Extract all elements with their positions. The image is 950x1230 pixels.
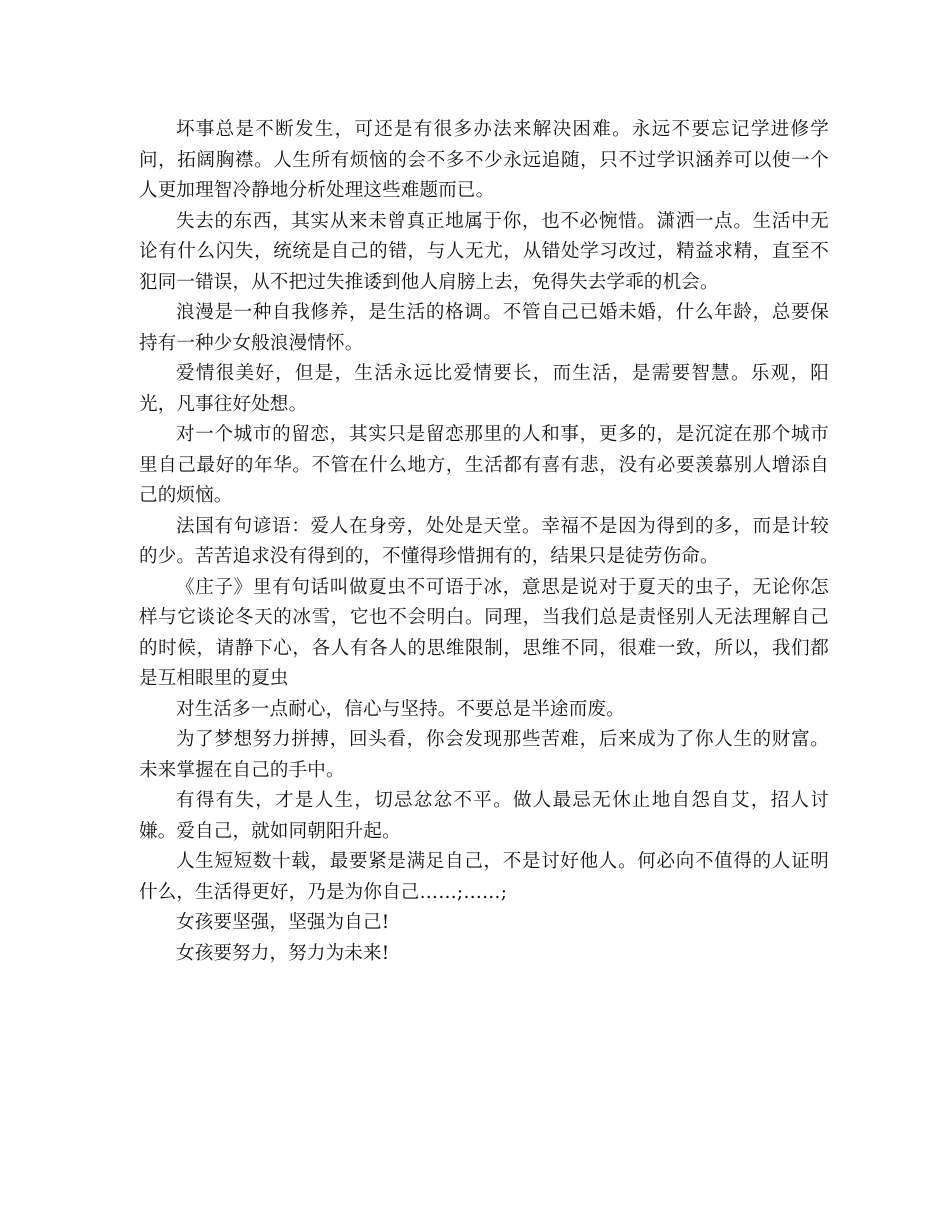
paragraph-12: 女孩要坚强，坚强为自己!	[176, 912, 390, 933]
paragraph-7: 《庄子》里有句话叫做夏虫不可语于冰，意思是说对于夏天的虫子，无论你怎样与它谈论冬天的冰雪，它也不会明白。同理，当我们总是责怪别人无法理解自己的时候，请静下心，各人有各人的思维限制，思维不同，很难一致，所以，我们都是互相眼里的夏虫	[139, 576, 829, 689]
paragraph-5: 对一个城市的留恋，其实只是留恋那里的人和事，更多的，是沉淀在那个城市里自己最好的年华。不管在什么地方，生活都有喜有悲，没有必要羡慕别人增添自己的烦恼。	[139, 424, 829, 506]
paragraph-9: 为了梦想努力拼搏，回头看，你会发现那些苦难，后来成为了你人生的财富。未来掌握在自己的手中。	[139, 729, 829, 781]
paragraph-13: 女孩要努力，努力为未来!	[176, 942, 390, 964]
paragraph-1: 坏事总是不断发生，可还是有很多办法来解决困难。永远不要忘记学进修学问，拓阔胸襟。人生所有烦恼的会不多不少永远追随，只不过学识涵养可以使一个人更加理智冷静地分析处理这些难题而已。	[139, 119, 829, 201]
document-body	[139, 115, 829, 969]
paragraph-4: 爱情很美好，但是，生活永远比爱情要长，而生活，是需要智慧。乐观，阳光，凡事往好处想。	[139, 363, 829, 415]
paragraph-3: 浪漫是一种自我修养，是生活的格调。不管自己已婚未婚，什么年龄，总要保持有一种少女般浪漫情怀。	[139, 302, 829, 354]
paragraph-10: 有得有失，才是人生，切忌忿忿不平。做人最忌无休止地自怨自艾，招人讨嫌。爱自己，就如同朝阳升起。	[139, 790, 829, 842]
paragraph-11: 人生短短数十载，最要紧是满足自己，不是讨好他人。何必向不值得的人证明什么，生活得更好，乃是为你自己……;……;	[139, 851, 829, 903]
paragraph-8: 对生活多一点耐心，信心与坚持。不要总是半途而废。	[176, 698, 625, 720]
paragraph-6: 法国有句谚语：爱人在身旁，处处是天堂。幸福不是因为得到的多，而是计较的少。苦苦追求没有得到的，不懂得珍惜拥有的，结果只是徒劳伤命。	[139, 515, 829, 567]
paragraph-2: 失去的东西，其实从来未曾真正地属于你，也不必惋惜。潇洒一点。生活中无论有什么闪失，统统是自己的错，与人无尤，从错处学习改过，精益求精，直至不犯同一错误，从不把过失推诿到他人肩膀上去，免得失去学乖的机会。	[139, 210, 829, 293]
